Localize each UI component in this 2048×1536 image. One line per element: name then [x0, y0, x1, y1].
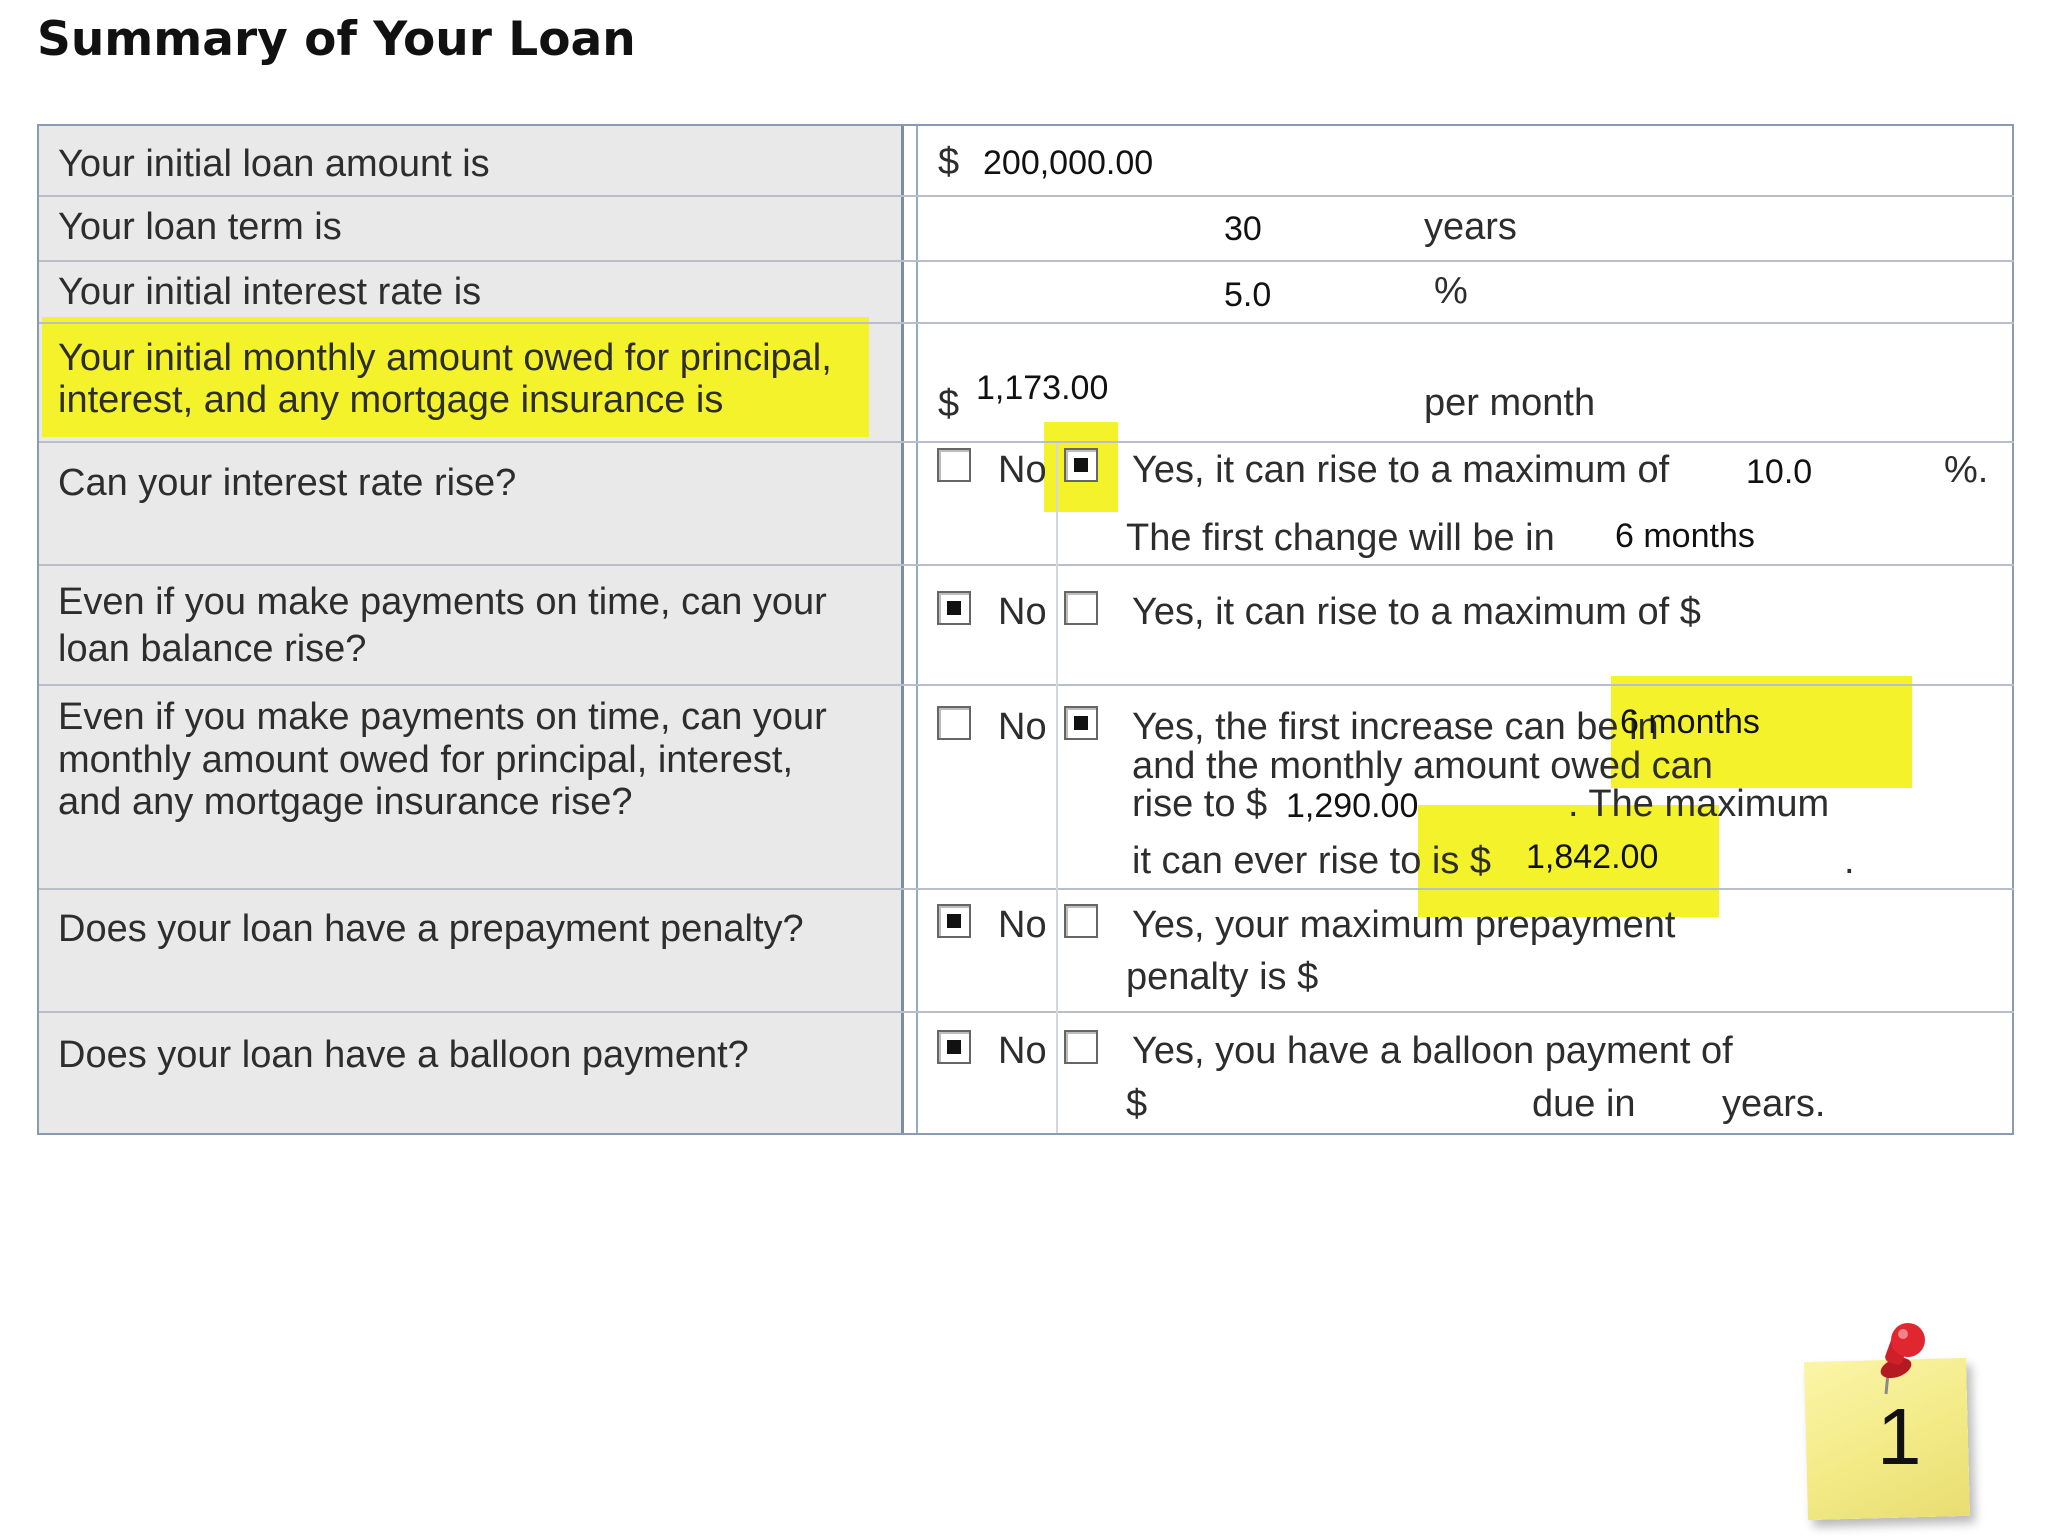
monthly-amount-value: 1,173.00 [976, 369, 1109, 407]
sticky-note-number: 1 [1877, 1392, 1922, 1481]
max-rise-value: 1,842.00 [1526, 838, 1659, 876]
interest-rate-value: 5.0 [1224, 276, 1272, 314]
row-divider [39, 684, 2014, 686]
rate-rise-no-label: No [998, 449, 1047, 491]
prepayment-yes-line2: penalty is $ [1126, 956, 1319, 998]
payment-rise-label-line2: monthly amount owed for principal, interest, [58, 739, 794, 781]
payment-rise-line3-suffix: . The maximum [1568, 783, 1830, 825]
payment-rise-yes-line2: and the monthly amount owed can [1132, 745, 1713, 787]
interest-rate-label: Your initial interest rate is [58, 271, 482, 313]
balance-rise-no-label: No [998, 591, 1047, 633]
payment-rise-no-label: No [998, 706, 1047, 748]
rate-rise-no-checkbox[interactable] [937, 448, 971, 482]
rate-rise-yes-text: Yes, it can rise to a maximum of [1132, 449, 1670, 491]
prepayment-no-checkbox[interactable] [937, 904, 971, 938]
balance-rise-yes-checkbox[interactable] [1064, 591, 1098, 625]
prepayment-no-label: No [998, 904, 1047, 946]
monthly-amount-label-line2: interest, and any mortgage insurance is [58, 379, 724, 421]
first-change-text: The first change will be in [1126, 517, 1555, 559]
rate-rise-label: Can your interest rate rise? [58, 462, 517, 504]
balloon-no-label: No [998, 1030, 1047, 1072]
rate-rise-max-value: 10.0 [1746, 453, 1813, 491]
loan-amount-value: 200,000.00 [983, 144, 1154, 182]
payment-rise-yes-line1: Yes, the first increase can be in [1132, 706, 1659, 748]
payment-rise-end-period: . [1844, 840, 1855, 882]
row-divider [39, 260, 2014, 262]
prepayment-label: Does your loan have a prepayment penalty? [58, 908, 804, 950]
choice-divider [1056, 443, 1058, 1133]
balloon-due-in: due in [1532, 1083, 1636, 1125]
balloon-no-checkbox[interactable] [937, 1030, 971, 1064]
prepayment-yes-checkbox[interactable] [1064, 904, 1098, 938]
first-change-value: 6 months [1615, 517, 1755, 555]
balloon-yes-checkbox[interactable] [1064, 1030, 1098, 1064]
rate-rise-yes-checkbox[interactable] [1064, 448, 1098, 482]
prepayment-yes-line1: Yes, your maximum prepayment [1132, 904, 1676, 946]
monthly-amount-label-line1: Your initial monthly amount owed for principal, [58, 337, 832, 379]
push-pin-icon [1860, 1318, 1940, 1402]
balloon-label: Does your loan have a balloon payment? [58, 1034, 749, 1076]
balloon-yes-line1: Yes, you have a balloon payment of [1132, 1030, 1733, 1072]
column-divider [901, 126, 904, 1133]
row-divider [39, 322, 2014, 324]
interest-rate-unit: % [1434, 270, 1468, 312]
row-divider [39, 888, 2014, 890]
balloon-years: years. [1722, 1083, 1826, 1125]
loan-amount-currency: $ [938, 141, 960, 183]
balance-rise-label-line2: loan balance rise? [58, 628, 367, 670]
page-title: Summary of Your Loan [37, 12, 636, 67]
column-divider-inner [916, 126, 918, 1133]
balloon-currency: $ [1126, 1083, 1148, 1125]
row-divider [39, 195, 2014, 197]
payment-rise-yes-checkbox[interactable] [1064, 706, 1098, 740]
row-divider [39, 441, 2014, 443]
payment-rise-label-line1: Even if you make payments on time, can your [58, 696, 827, 738]
rise-to-value: 1,290.00 [1286, 787, 1419, 825]
monthly-amount-unit: per month [1424, 382, 1596, 424]
balance-rise-yes-text: Yes, it can rise to a maximum of $ [1132, 591, 1701, 633]
payment-rise-label-line3: and any mortgage insurance rise? [58, 781, 633, 823]
loan-summary-table [37, 124, 2014, 1135]
balance-rise-no-checkbox[interactable] [937, 591, 971, 625]
monthly-amount-currency: $ [938, 383, 960, 425]
payment-rise-line4-prefix: it can ever rise to is $ [1132, 840, 1492, 882]
payment-rise-line3-prefix: rise to $ [1132, 783, 1268, 825]
loan-term-label: Your loan term is [58, 206, 342, 248]
first-increase-value: 6 months [1620, 703, 1760, 741]
row-divider [39, 564, 2014, 566]
balance-rise-label-line1: Even if you make payments on time, can your [58, 581, 827, 623]
row-divider [39, 1011, 2014, 1013]
rate-rise-max-unit: %. [1944, 449, 1989, 491]
loan-amount-label: Your initial loan amount is [58, 143, 490, 185]
loan-term-unit: years [1424, 206, 1517, 248]
loan-term-value: 30 [1224, 210, 1262, 248]
payment-rise-no-checkbox[interactable] [937, 706, 971, 740]
